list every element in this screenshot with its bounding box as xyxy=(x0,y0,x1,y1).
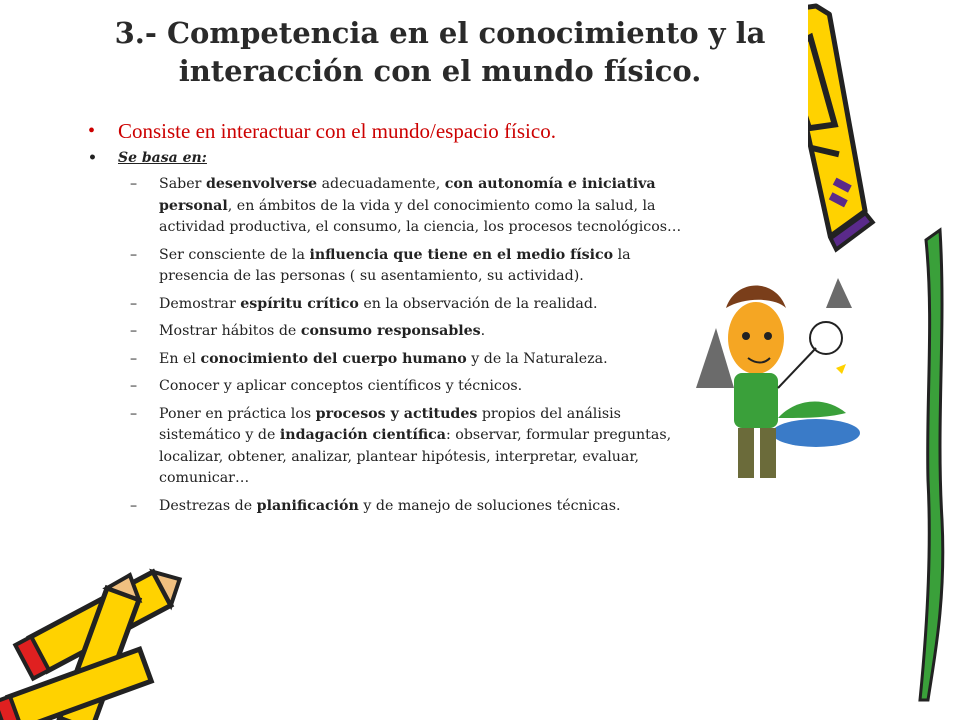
sub-bullet-text: Conocer y aplicar conceptos científicos y técnicos. xyxy=(159,378,523,394)
sub-bullet-emphasis: procesos y actitudes xyxy=(315,405,478,422)
sub-bullet-item xyxy=(130,376,690,398)
sub-bullet-text: Saber xyxy=(159,176,206,192)
sub-bullet-text: y de manejo de soluciones técnicas. xyxy=(358,497,621,514)
sub-bullet-item xyxy=(130,349,690,371)
sub-bullet-text: propios del análisis sistemático y de xyxy=(159,405,621,443)
sub-bullet-emphasis: conocimiento del cuerpo humano xyxy=(200,350,467,367)
sub-bullet-item xyxy=(130,294,690,316)
sub-bullet-emphasis: espíritu crítico xyxy=(240,295,359,312)
child-with-butterfly-net-illustration xyxy=(686,268,862,498)
sub-bullet-text: y de la Naturaleza. xyxy=(466,350,608,367)
slide-title-line2: interacción con el mundo físico. xyxy=(178,54,702,88)
sub-bullet-item xyxy=(130,245,690,288)
sub-bullet-text: En el xyxy=(159,350,201,367)
sub-bullet-item xyxy=(130,174,690,239)
sub-bullet-text: Destrezas de xyxy=(159,497,257,514)
slide-title xyxy=(60,14,820,90)
sub-bullet-emphasis: influencia que tiene en el medio físico xyxy=(309,246,614,263)
sub-bullet-text: : observar, formular preguntas, localizar, obtener, analizar, plantear hipótesis, interpretar, evaluar, comunicar… xyxy=(159,427,672,486)
sub-bullet-emphasis: desenvolverse xyxy=(205,176,318,192)
pencils-icon xyxy=(0,560,200,720)
bullet-definition-text: Consiste en interactuar con el mundo/espacio físico. xyxy=(118,119,556,143)
main-bullet-list xyxy=(88,117,688,173)
sub-bullet-emphasis: con autonomía e iniciativa personal xyxy=(159,176,656,214)
slide-title-line1: 3.- Competencia en el conocimiento y la xyxy=(114,16,766,50)
sub-bullet-text: , en ámbitos de la vida y del conocimiento como la salud, la actividad productiva, el consumo, la ciencia, los procesos tecnológicos… xyxy=(159,197,682,235)
bullet-definition xyxy=(88,117,688,145)
sub-bullet-emphasis: planificación xyxy=(256,497,359,514)
sub-bullet-item xyxy=(130,321,690,343)
sub-bullet-text: Ser consciente de la xyxy=(159,246,310,263)
sub-bullet-emphasis: consumo responsables xyxy=(300,323,481,339)
sub-bullet-list xyxy=(130,174,690,523)
sub-bullet-emphasis: indagación científica xyxy=(279,427,446,443)
bullet-basis-text: Se basa en: xyxy=(118,150,207,166)
sub-bullet-item xyxy=(130,404,690,490)
sub-bullet-text: . xyxy=(480,323,486,339)
sub-bullet-text: Poner en práctica los xyxy=(159,405,316,422)
sub-bullet-text: Demostrar xyxy=(159,295,241,312)
bullet-basis xyxy=(88,147,688,169)
sub-bullet-text: Mostrar hábitos de xyxy=(159,323,301,339)
sub-bullet-text: la presencia de las personas ( su asentamiento, su actividad). xyxy=(159,246,631,284)
sub-bullet-text: adecuadamente, xyxy=(317,176,445,192)
sub-bullet-item xyxy=(130,496,690,518)
sub-bullet-text: en la observación de la realidad. xyxy=(358,295,598,312)
